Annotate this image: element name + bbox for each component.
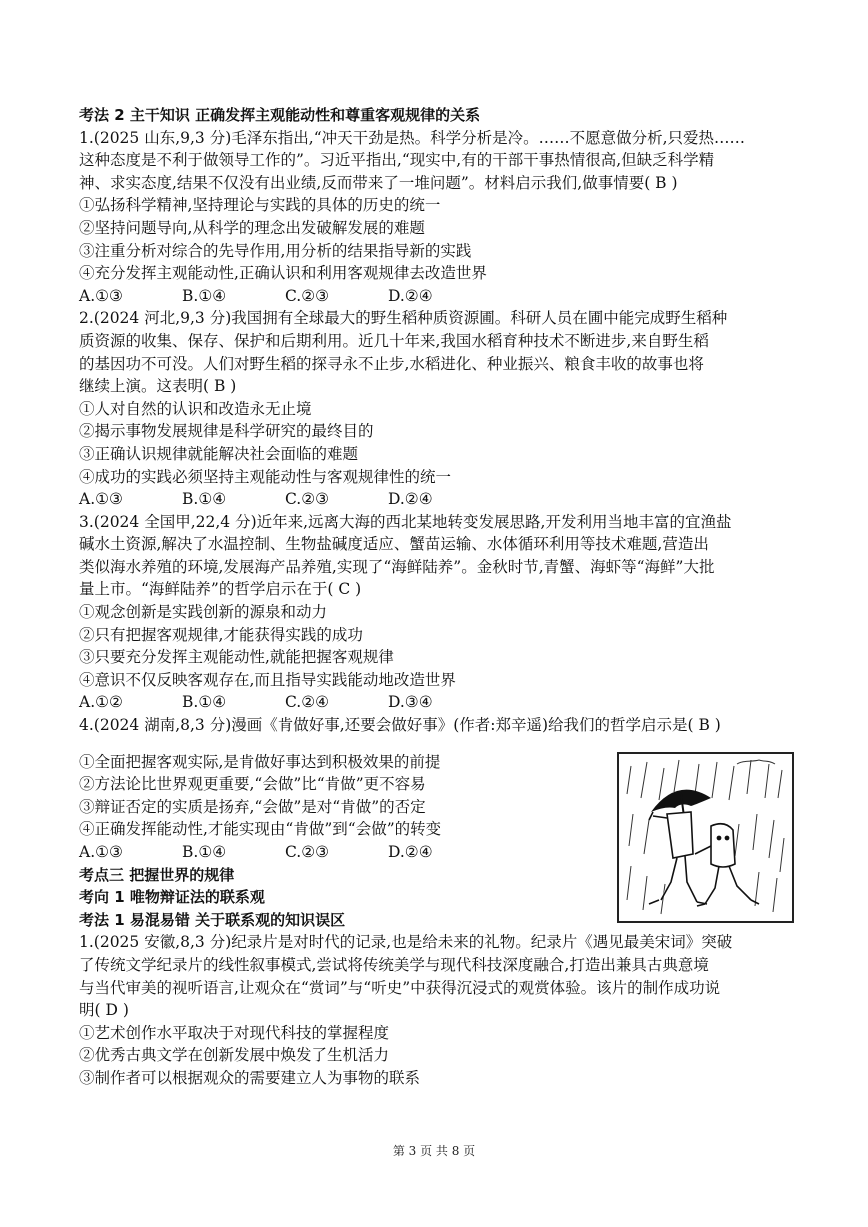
option-a: A.①② (79, 693, 123, 712)
option-b: B.①④ (182, 490, 227, 509)
q4-item: ①全面把握客观实际,是肯做好事达到积极效果的前提 (79, 752, 441, 771)
q3-item: ①观念创新是实践创新的源泉和动力 (79, 603, 328, 622)
q4-item: ③辩证否定的实质是扬弃,“会做”是对“肯做”的否定 (79, 797, 426, 816)
q1-item: ③注重分析对综合的先导作用,用分析的结果指导新的实践 (79, 241, 472, 260)
q1-line: 神、求实态度,结果不仅没有出业绩,反而带来了一堆问题”。材料启示我们,做事情要( B ) (79, 173, 678, 192)
q2-item: ③正确认识规律就能解决社会面临的难题 (79, 444, 359, 463)
q3-item: ②只有把握客观规律,才能获得实践的成功 (79, 625, 363, 644)
kaofa1-heading: 考法 1 易混易错 关于联系观的知识误区 (79, 910, 346, 929)
q4-item: ④正确发挥能动性,才能实现由“肯做”到“会做”的转变 (79, 820, 442, 839)
q1-item: ④充分发挥主观能动性,正确认识和利用客观规律去改造世界 (79, 264, 487, 283)
q3-options (79, 691, 799, 714)
q3-line: 碱水土资源,解决了水温控制、生物盐碱度适应、蟹苗运输、水体循环利用等技术难题,营造出 (79, 535, 709, 554)
cartoon-image (617, 752, 794, 923)
q1-line: 这种态度是不利于做领导工作的”。习近平指出,“现实中,有的干部干事热情很高,但缺乏科学精 (79, 151, 715, 170)
page-footer: 第 3 页 共 8 页 (392, 1144, 476, 1158)
q2-line: 2.(2024 河北,9,3 分)我国拥有全球最大的野生稻种质资源圃。科研人员在圃中能完成野生稻种 (79, 309, 728, 328)
option-c: C.②③ (285, 286, 330, 305)
q5-item: ②优秀古典文学在创新发展中焕发了生机活力 (79, 1046, 390, 1065)
q5-line: 与当代审美的视听语言,让观众在“赏词”与“听史”中获得沉浸式的观赏体验。该片的制作成功说 (79, 978, 721, 997)
option-c: C.②③ (285, 843, 330, 861)
q2-line: 的基因功不可没。人们对野生稻的探寻永不止步,水稻进化、种业振兴、粮食丰收的故事也将 (79, 354, 704, 373)
q3-item: ④意识不仅反映客观存在,而且指导实践能动地改造世界 (79, 670, 456, 689)
option-c: C.②④ (285, 693, 330, 712)
q1-item: ②坚持问题导向,从科学的理念出发破解发展的难题 (79, 218, 425, 237)
q2-item: ④成功的实践必须坚持主观能动性与客观规律性的统一 (79, 467, 452, 486)
question-3 (79, 511, 799, 714)
option-a: A.①③ (79, 490, 123, 509)
q4-item: ②方法论比世界观更重要,“会做”比“肯做”更不容易 (79, 775, 426, 794)
kaoxiang1-heading: 考向 1 唯物辩证法的联系观 (79, 888, 265, 907)
cartoon-umbrella-rain-icon (619, 754, 792, 921)
option-d: D.③④ (388, 693, 433, 712)
option-d: D.②④ (388, 490, 433, 509)
option-b: B.①④ (182, 693, 227, 712)
q2-item: ②揭示事物发展规律是科学研究的最终目的 (79, 422, 374, 441)
q5-line: 了传统文学纪录片的线性叙事模式,尝试将传统美学与现代科技深度融合,打造出兼具古典意境 (79, 955, 709, 974)
option-b: B.①④ (182, 286, 227, 305)
content-body (79, 104, 799, 1090)
q1-options (79, 285, 799, 308)
q3-line: 类似海水养殖的环境,发展海产品养殖,实现了“海鲜陆养”。金秋时节,青蟹、海虾等“海鲜”大批 (79, 557, 715, 576)
option-a: A.①③ (79, 843, 123, 861)
q2-line: 质资源的收集、保存、保护和后期利用。近几十年来,我国水稻育种技术不断进步,来自野生稻 (79, 331, 709, 350)
q3-item: ③只要充分发挥主观能动性,就能把握客观规律 (79, 648, 394, 667)
q2-options (79, 488, 799, 511)
q3-line: 3.(2024 全国甲,22,4 分)近年来,远离大海的西北某地转变发展思路,开发利用当地丰富的宜渔盐 (79, 512, 732, 531)
option-d: D.②④ (388, 286, 433, 305)
q4-line: 4.(2024 湖南,8,3 分)漫画《肯做好事,还要会做好事》(作者:郑辛遥)给我们的哲学启示是( B ) (79, 716, 721, 735)
question-5 (79, 931, 799, 1089)
kaofa2-heading: 考法 2 主干知识 正确发挥主观能动性和尊重客观规律的关系 (79, 106, 481, 124)
question-2 (79, 307, 799, 510)
option-d: D.②④ (388, 843, 433, 861)
option-a: A.①③ (79, 286, 123, 305)
kaodian3-heading: 考点三 把握世界的规律 (79, 865, 235, 884)
q5-line: 1.(2025 安徽,8,3 分)纪录片是对时代的记录,也是给未来的礼物。纪录片《遇见最美宋词》突破 (79, 933, 733, 952)
q2-item: ①人对自然的认识和改造永无止境 (79, 399, 312, 418)
question-1 (79, 127, 799, 308)
q5-item: ①艺术创作水平取决于对现代科技的掌握程度 (79, 1023, 390, 1042)
q3-line: 量上市。“海鲜陆养”的哲学启示在于( C ) (79, 580, 362, 599)
q1-item: ①弘扬科学精神,坚持理论与实践的具体的历史的统一 (79, 196, 441, 215)
q5-line: 明( D ) (79, 1001, 129, 1020)
option-b: B.①④ (182, 843, 227, 861)
q2-line: 继续上演。这表明( B ) (79, 377, 237, 396)
q1-line: 1.(2025 山东,9,3 分)毛泽东指出,“冲天干劲是热。科学分析是冷。……不愿意做分析,只爱热…… (79, 128, 746, 147)
option-c: C.②③ (285, 490, 330, 509)
q5-item: ③制作者可以根据观众的需要建立人为事物的联系 (79, 1068, 421, 1087)
